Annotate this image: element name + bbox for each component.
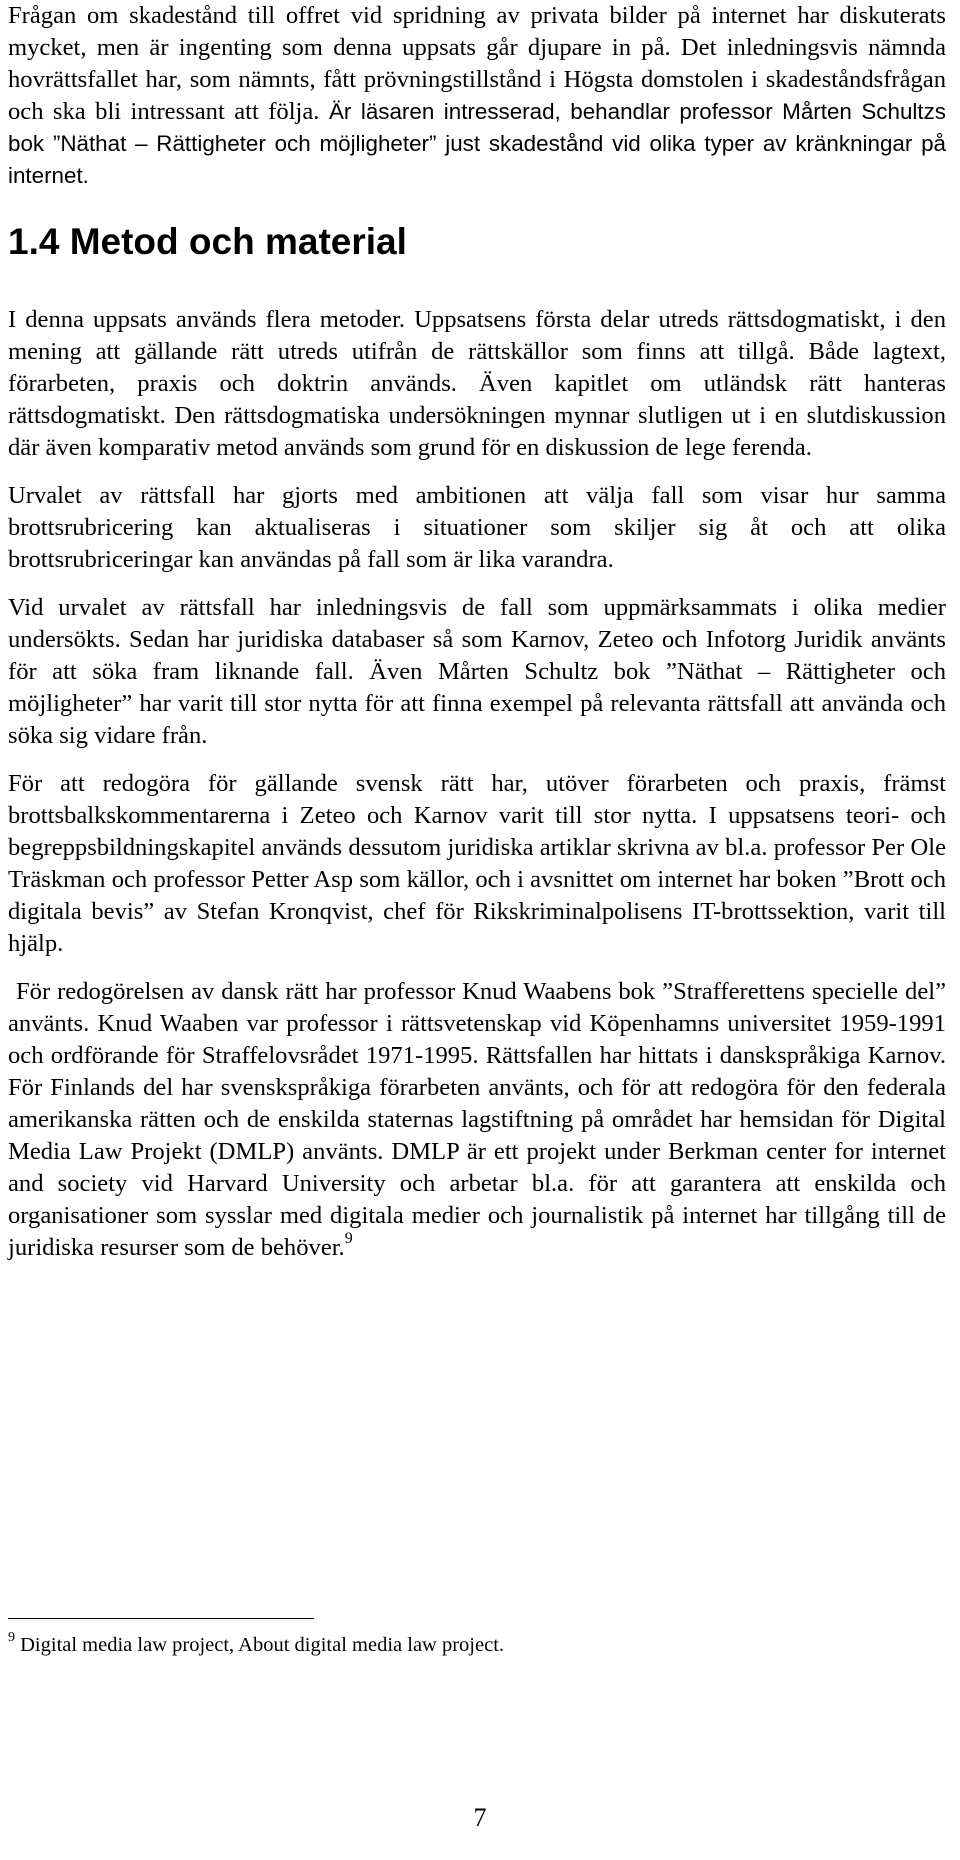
footnote-reference: 9	[344, 1230, 353, 1247]
page-content	[8, 0, 946, 1264]
foreign-law-sources-text: För redogörelsen av dansk rätt har professor Knud Waabens bok ”Strafferettens specielle del” använts. Knud Waaben var professor i rättsvetenskap vid Köpenhamns universitet 1959-1991 och ordförande för Straffelovsrådet 1971-1995. Rättsfallen har hittats i danskspråkiga Karnov. För Finlands del har svenskspråkiga förarbeten använts, och för att redogöra för den federala amerikanska rätten och de enskilda staternas lagstiftning på området har hemsidan för Digital Media Law Projekt (DMLP) använts. DMLP är ett projekt under Berkman center for internet and society vid Harvard University och arbetar bl.a. för att garantera att enskilda och organisationer som sysslar med digitala medier och journalistik på internet har tillgång till de juridiska resurser som de behöver.	[8, 978, 946, 1261]
intro-paragraph	[8, 0, 946, 192]
intro-text-sans: Är läsaren intresserad, behandlar professor Mårten Schultzs bok ”Näthat – Rättigheter och möjligheter” just skadestånd vid olika typer av kränkningar på internet.	[8, 99, 946, 188]
swedish-law-sources-paragraph: För att redogöra för gällande svensk rätt har, utöver förarbeten och praxis, främst brottsbalkskommentarerna i Zeteo och Karnov varit till stor nytta. I uppsatsens teori- och begreppsbildningskapitel används dessutom juridiska artiklar skrivna av bl.a. professor Per Ole Träskman och professor Petter Asp som källor, och i avsnittet om internet har boken ”Brott och digitala bevis” av Stefan Kronqvist, chef för Rikskriminalpolisens IT-brottssektion, varit till hjälp.	[8, 770, 946, 957]
page-number: 7	[473, 1803, 487, 1832]
intro-text-serif: Frågan om skadestånd till offret vid spridning av privata bilder på internet har diskuterats mycket, men är ingenting som denna uppsats går djupare in på. Det inledningsvis nämnda hovrättsfallet har, som nämnts, fått prövningstillstånd i Högsta domstolen i skadeståndsfrågan och ska bli intressant att följa.	[8, 2, 946, 125]
footnote-text: Digital media law project, About digital media law project.	[15, 1634, 505, 1656]
footnote-separator	[8, 1618, 314, 1619]
method-paragraph: I denna uppsats används flera metoder. Uppsatsens första delar utreds rättsdogmatiskt, i den mening att gällande rätt utreds utifrån de rättskällor som finns att tillgå. Både lagtext, förarbeten, praxis och doktrin används. Även kapitlet om utländsk rätt hanteras rättsdogmatiskt. Den rättsdogmatiska undersökningen mynnar slutligen ut i en slutdiskussion där även komparativ metod används som grund för en diskussion de lege ferenda.	[8, 306, 946, 461]
foreign-law-sources-paragraph	[8, 976, 946, 1264]
footnote	[8, 1630, 938, 1660]
case-search-paragraph: Vid urvalet av rättsfall har inledningsvis de fall som uppmärksammats i olika medier undersökts. Sedan har juridiska databaser så som Karnov, Zeteo och Infotorg Juridik använts för att söka fram liknande fall. Även Mårten Schultz bok ”Näthat – Rättigheter och möjligheter” har varit till stor nytta för att finna exempel på relevanta rättsfall att använda och söka sig vidare från.	[8, 594, 946, 749]
footnote-number: 9	[8, 1630, 15, 1645]
case-selection-paragraph: Urvalet av rättsfall har gjorts med ambitionen att välja fall som visar hur samma brottsrubricering kan aktualiseras i situationer som skiljer sig åt och att olika brottsrubriceringar kan användas på fall som är lika varandra.	[8, 482, 946, 573]
section-heading: 1.4 Metod och material	[8, 221, 407, 262]
